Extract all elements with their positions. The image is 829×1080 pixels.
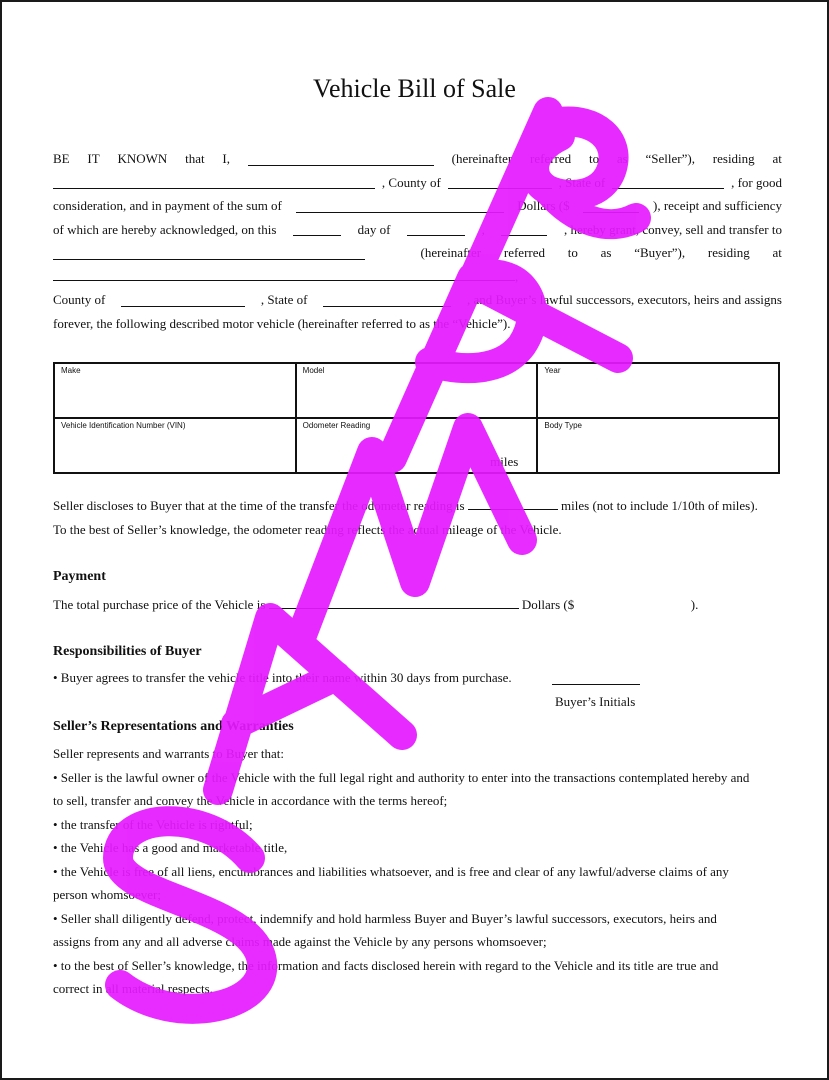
text: that — [185, 151, 205, 166]
text: , for good — [731, 174, 782, 190]
text: County of — [53, 292, 106, 307]
vin-label: Vehicle Identification Number (VIN) — [61, 421, 186, 430]
warranty-line: correct in all material respects. — [53, 981, 213, 996]
text: to — [567, 245, 578, 260]
buyer-county-blank[interactable] — [121, 293, 245, 307]
text: at — [772, 245, 782, 260]
text: Dollars ($ — [517, 198, 570, 213]
text: referred — [503, 245, 546, 260]
document-title: Vehicle Bill of Sale — [313, 74, 516, 103]
intro-line-5 — [53, 241, 782, 265]
buyer-responsibilities-heading: Responsibilities of Buyer — [53, 644, 202, 659]
payment-heading: Payment — [53, 569, 106, 584]
text: (hereinafter — [420, 245, 482, 260]
text: day of — [357, 221, 391, 237]
text: as — [616, 151, 628, 166]
buyer-initials-label: Buyer’s Initials — [555, 694, 636, 709]
warranty-line: • the Vehicle is free of all liens, encumbrances and liabilities whatsoever, and is free and clear of any lawful/adverse claims of any — [53, 863, 729, 879]
vin-cell[interactable] — [54, 418, 296, 473]
text: BE — [53, 151, 70, 166]
text: , County of — [381, 174, 441, 190]
text: residing — [707, 245, 750, 260]
buyer-address-blank[interactable] — [53, 267, 515, 281]
buyer-responsibility-item: • Buyer agrees to transfer the vehicle title into their name within 30 days from purchase. — [53, 670, 512, 685]
text: , hereby grant, convey, sell and transfer to — [564, 221, 782, 237]
text: referred — [530, 151, 572, 166]
text: The total purchase price of the Vehicle is — [53, 597, 266, 612]
body-type-label: Body Type — [544, 421, 582, 430]
warranty-line: • to the best of Seller’s knowledge, the information and facts disclosed herein with regard to the Vehicle and its title are true and — [53, 957, 719, 973]
odometer-line-1 — [53, 494, 782, 518]
text: of which are hereby acknowledged, on this — [53, 221, 277, 237]
text: IT — [87, 151, 100, 166]
vehicle-details-table — [53, 362, 780, 474]
sum-words-blank[interactable] — [296, 199, 504, 213]
seller-county-blank[interactable] — [448, 175, 552, 189]
text: (hereinafter — [451, 151, 513, 166]
text: Dollars ($ — [521, 597, 575, 612]
odometer-label: Odometer Reading — [302, 421, 371, 430]
warranties-intro: Seller represents and warrants to Buyer that: — [53, 746, 285, 761]
warranty-line: • Seller shall diligently defend, protect, indemnify and hold harmless Buyer and Buyer’s lawful successors, executors, heirs and — [53, 910, 717, 926]
odometer-line-2: To the best of Seller’s knowledge, the odometer reading reflects the actual mileage of the Vehicle. — [53, 521, 562, 537]
text: , — [515, 268, 519, 284]
warranty-line: assigns from any and all adverse claims made against the Vehicle by any persons whomsoever; — [53, 934, 547, 949]
text: to — [588, 151, 600, 166]
text: “Seller”), — [645, 151, 695, 166]
buyer-name-blank[interactable] — [53, 246, 365, 260]
model-cell[interactable] — [296, 363, 538, 418]
text: ). — [690, 597, 699, 612]
text: , — [481, 221, 485, 237]
odometer-disclosure — [53, 494, 782, 541]
text: ), receipt and sufficiency — [653, 198, 782, 213]
payment-line — [53, 595, 698, 613]
text: miles (not to include 1/10th of miles). — [561, 498, 758, 513]
year-blank[interactable] — [501, 222, 547, 236]
text: , and Buyer’s lawful successors, executors, heirs and assigns — [467, 292, 782, 307]
model-label: Model — [302, 366, 325, 375]
intro-line-7 — [53, 288, 782, 312]
text: I, — [222, 151, 231, 166]
year-label: Year — [544, 366, 561, 375]
warranty-line: • the Vehicle has a good and marketable title, — [53, 840, 288, 855]
text: , State of — [260, 292, 308, 307]
miles-label: miles — [490, 454, 519, 469]
make-label: Make — [61, 366, 81, 375]
buyer-state-blank[interactable] — [323, 293, 451, 307]
month-blank[interactable] — [407, 222, 465, 236]
text: at — [772, 151, 782, 166]
text: as — [600, 245, 612, 260]
warranty-line: • the transfer of the Vehicle is rightful; — [53, 816, 253, 832]
sum-amount-blank[interactable] — [583, 199, 639, 213]
odometer-miles-blank[interactable] — [468, 496, 558, 510]
text: , State of — [558, 174, 606, 190]
seller-state-blank[interactable] — [612, 175, 724, 189]
intro-line-6 — [53, 265, 782, 289]
warranty-line: person whomsoever; — [53, 887, 161, 902]
seller-warranties-heading: Seller’s Representations and Warranties — [53, 719, 294, 734]
buyer-initials-blank[interactable] — [552, 684, 640, 685]
odometer-cell[interactable] — [296, 418, 538, 473]
body-type-cell[interactable] — [537, 418, 779, 473]
seller-name-blank[interactable] — [248, 152, 434, 166]
intro-line-3 — [53, 194, 782, 218]
day-blank[interactable] — [293, 222, 341, 236]
text: “Buyer”), — [634, 245, 686, 260]
intro-line-8: forever, the following described motor vehicle (hereinafter referred to as the “Vehicle”). — [53, 315, 511, 331]
make-cell[interactable] — [54, 363, 296, 418]
seller-warranties-list — [53, 742, 782, 1001]
text: Seller discloses to Buyer that at the time of the transfer the odometer reading is — [53, 498, 465, 513]
seller-address-blank[interactable] — [53, 175, 375, 189]
price-words-blank[interactable] — [269, 595, 519, 609]
intro-line-4 — [53, 218, 782, 242]
text: KNOWN — [117, 151, 168, 166]
intro-line-2 — [53, 171, 782, 195]
intro-line-1 — [53, 147, 782, 171]
intro-paragraph — [53, 147, 782, 335]
warranty-line: • Seller is the lawful owner of the Vehicle with the full legal right and authority to enter into the transactions contemplated hereby and — [53, 769, 750, 785]
year-cell[interactable] — [537, 363, 779, 418]
warranty-line: to sell, transfer and convey the Vehicle in accordance with the terms hereof; — [53, 793, 448, 808]
text: consideration, and in payment of the sum of — [53, 198, 282, 213]
text: residing — [712, 151, 755, 166]
